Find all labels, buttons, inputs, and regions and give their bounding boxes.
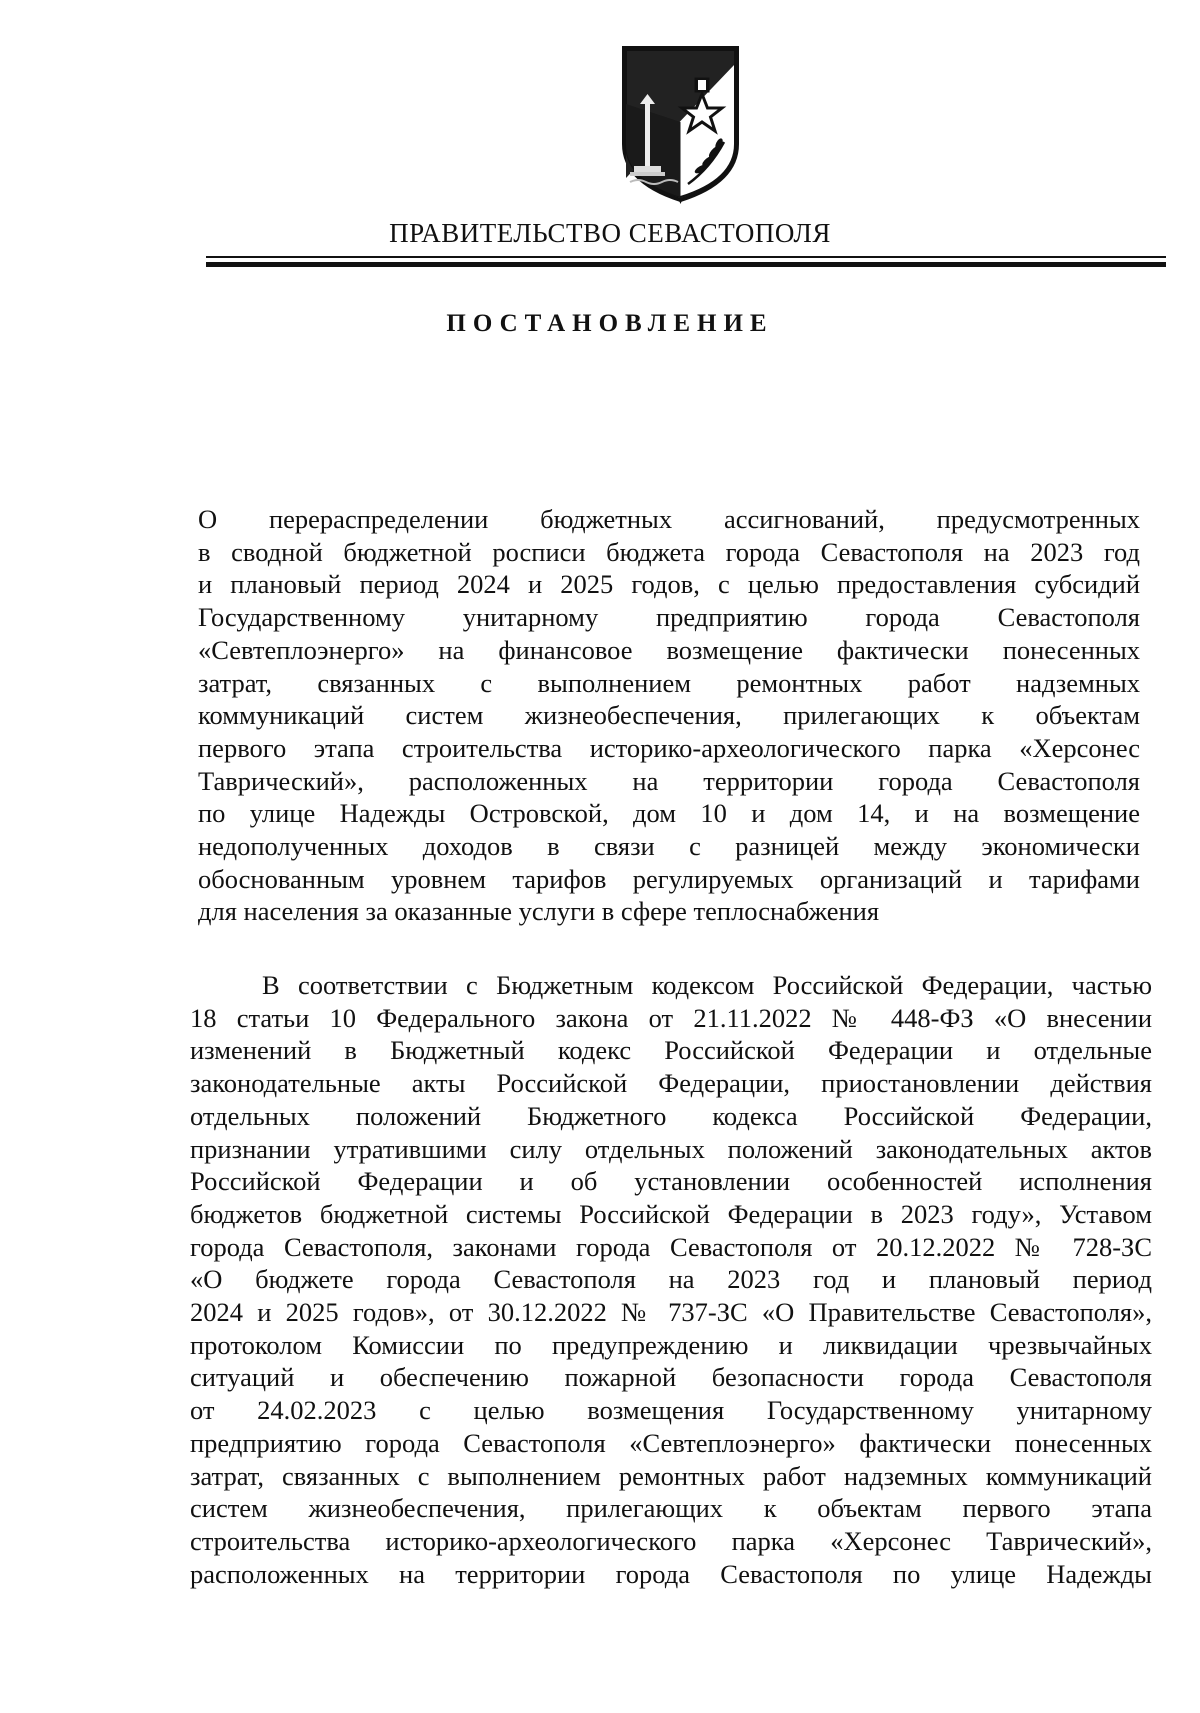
body-line: изменений в Бюджетный кодекс Российской Федерации и отдельные xyxy=(190,1035,1152,1066)
body-line: отдельных положений Бюджетного кодекса Российской Федерации, xyxy=(190,1100,1152,1131)
subject-line: О перераспределении бюджетных ассигнований, предусмотренных xyxy=(198,504,1140,534)
body-line: признании утратившими силу отдельных положений законодательных актов xyxy=(190,1133,1152,1164)
body-line: строительства историко-археологического парка «Херсонес Таврический», xyxy=(190,1525,1152,1556)
header-rule-thin xyxy=(206,256,1166,258)
body-line: законодательные акты Российской Федерации, приостановлении действия xyxy=(190,1068,1152,1099)
subject-line: для населения за оказанные услуги в сфере теплоснабжения xyxy=(198,896,880,927)
body-line: протоколом Комиссии по предупреждению и ликвидации чрезвычайных xyxy=(190,1329,1152,1360)
sevastopol-coat-of-arms-icon xyxy=(618,44,743,204)
organization-title: ПРАВИТЕЛЬСТВО СЕВАСТОПОЛЯ xyxy=(389,218,831,248)
body-line: В соответствии с Бюджетным кодексом Российской Федерации, частью xyxy=(262,970,1152,1000)
body-line: «О бюджете города Севастополя на 2023 год и плановый период xyxy=(190,1264,1152,1295)
body-paragraph xyxy=(190,969,1152,1590)
document-subject xyxy=(198,503,1140,928)
body-line: города Севастополя, законами города Севастополя от 20.12.2022 № 728-ЗС xyxy=(190,1231,1152,1262)
header-rule-thick xyxy=(206,262,1166,267)
body-line: бюджетов бюджетной системы Российской Федерации в 2023 году», Уставом xyxy=(190,1198,1152,1229)
document-type-heading: ПОСТАНОВЛЕНИЕ xyxy=(446,310,774,337)
subject-line: «Севтеплоэнерго» на финансовое возмещение фактически понесенных xyxy=(198,634,1140,665)
subject-line: первого этапа строительства историко-археологического парка «Херсонес xyxy=(198,732,1140,763)
subject-line: затрат, связанных с выполнением ремонтных работ надземных xyxy=(198,667,1140,698)
subject-line: в сводной бюджетной росписи бюджета города Севастополя на 2023 год xyxy=(198,536,1140,567)
body-line: 18 статьи 10 Федерального закона от 21.11.2022 № 448-ФЗ «О внесении xyxy=(190,1002,1152,1033)
subject-line: Таврический», расположенных на территории города Севастополя xyxy=(198,765,1140,796)
subject-line: Государственному унитарному предприятию города Севастополя xyxy=(198,602,1140,633)
body-line: систем жизнеобеспечения, прилегающих к объектам первого этапа xyxy=(190,1493,1152,1524)
body-line: предприятию города Севастополя «Севтеплоэнерго» фактически понесенных xyxy=(190,1427,1152,1458)
body-line: ситуаций и обеспечению пожарной безопасности города Севастополя xyxy=(190,1362,1152,1393)
body-line: затрат, связанных с выполнением ремонтных работ надземных коммуникаций xyxy=(190,1460,1152,1491)
body-line: от 24.02.2023 с целью возмещения Государственному унитарному xyxy=(190,1395,1152,1426)
subject-line: и плановый период 2024 и 2025 годов, с целью предоставления субсидий xyxy=(198,569,1140,600)
subject-line: недополученных доходов в связи с разницей между экономически xyxy=(198,831,1140,862)
body-line: Российской Федерации и об установлении особенностей исполнения xyxy=(190,1166,1152,1197)
body-line: 2024 и 2025 годов», от 30.12.2022 № 737-ЗС «О Правительстве Севастополя», xyxy=(190,1297,1152,1328)
subject-line: обоснованным уровнем тарифов регулируемых организаций и тарифами xyxy=(198,863,1140,894)
subject-line: по улице Надежды Островской, дом 10 и дом 14, и на возмещение xyxy=(198,798,1140,829)
body-line: расположенных на территории города Севастополя по улице Надежды xyxy=(190,1558,1152,1589)
subject-line: коммуникаций систем жизнеобеспечения, прилегающих к объектам xyxy=(198,700,1140,731)
